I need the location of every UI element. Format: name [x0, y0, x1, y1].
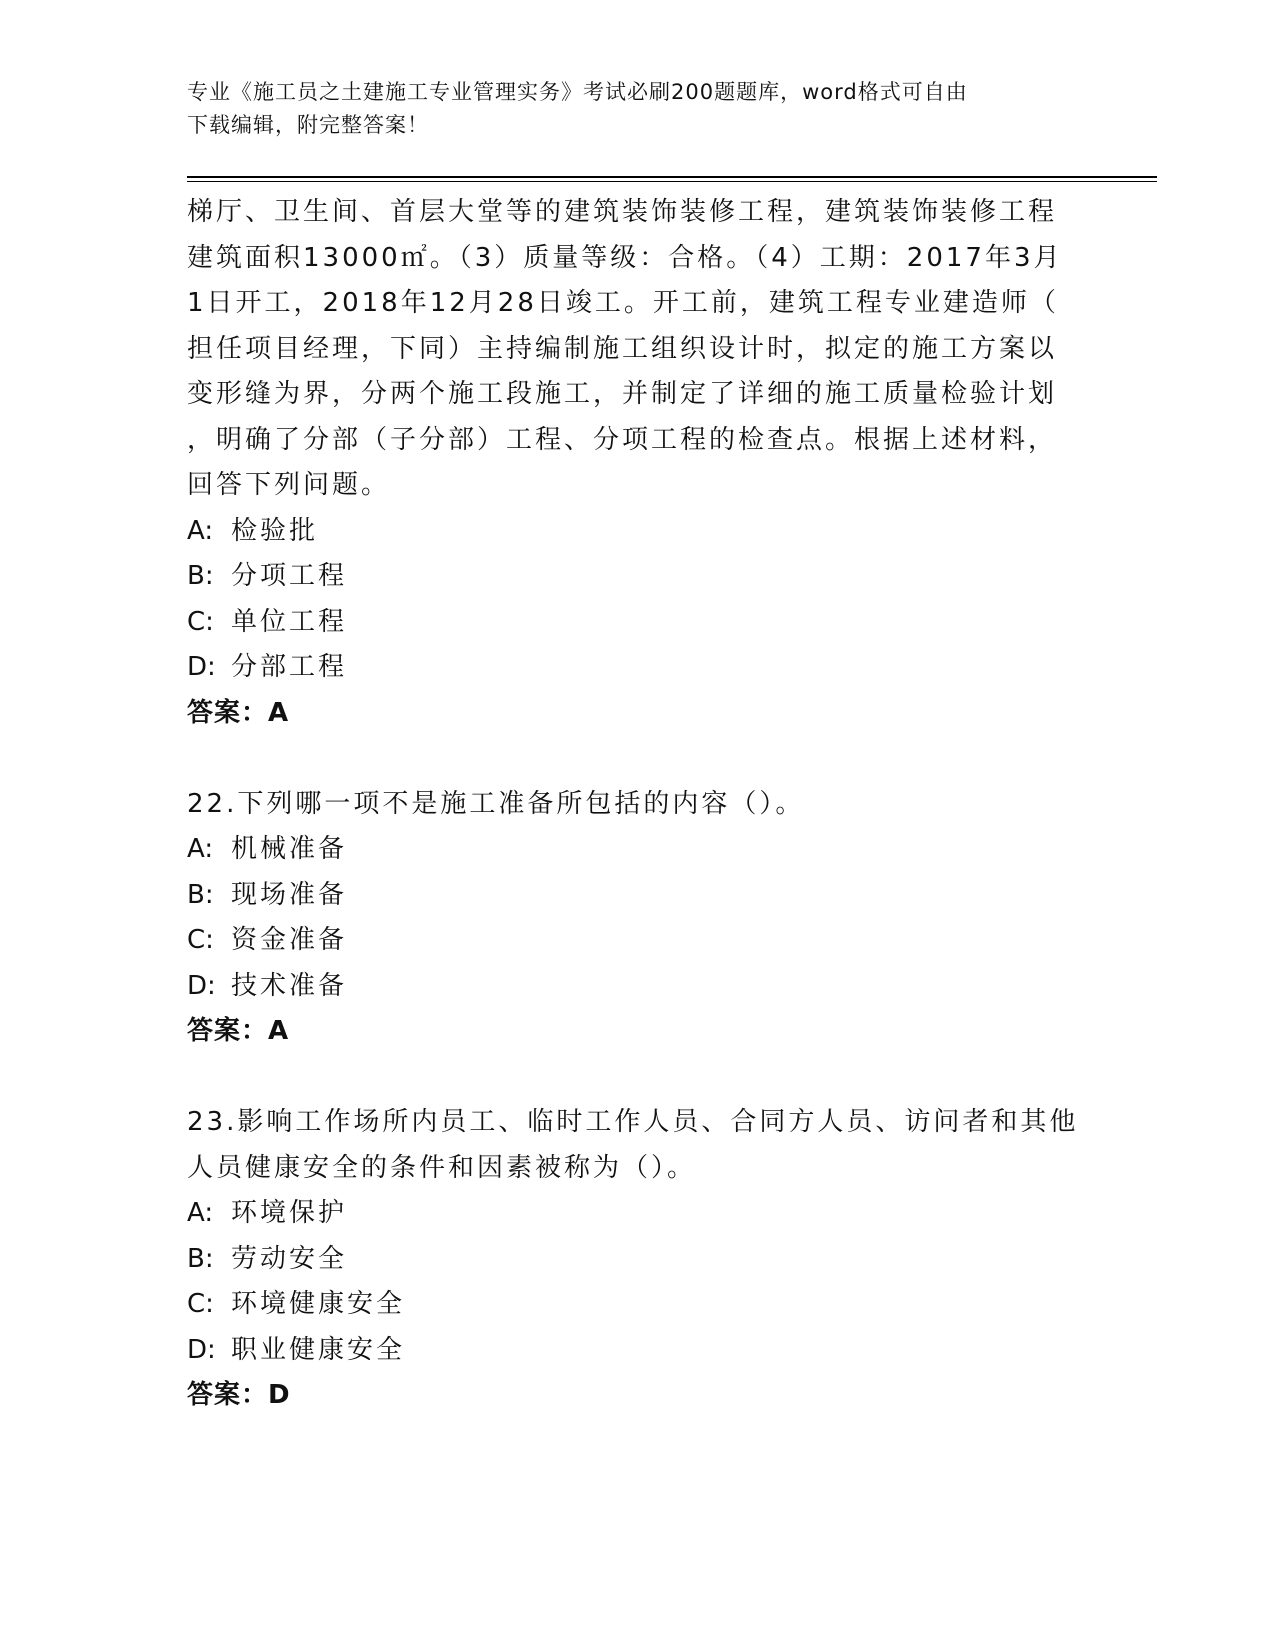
- header-rule-thick: [187, 176, 1157, 178]
- option-a: [187, 1191, 1087, 1237]
- answer-value: A: [268, 697, 290, 728]
- option-key: B:: [187, 561, 214, 591]
- document-body: [187, 190, 1087, 1419]
- option-key: A:: [187, 515, 214, 546]
- question-stem: [187, 1100, 1087, 1191]
- option-key: B:: [187, 1243, 214, 1274]
- option-a: [187, 509, 1087, 555]
- option-key: C:: [187, 606, 214, 637]
- question-stem: [187, 190, 1087, 509]
- header-rule-thin: [187, 181, 1157, 182]
- option-text: 机械准备: [231, 834, 348, 864]
- answer-label: 答案：: [187, 1016, 269, 1046]
- option-d: [187, 1328, 1087, 1374]
- option-b: [187, 1237, 1087, 1283]
- option-text: 职业健康安全: [231, 1334, 406, 1365]
- question-23: [187, 1100, 1087, 1419]
- option-key: D:: [187, 652, 216, 682]
- answer-label: 答案：: [187, 697, 269, 728]
- question-22: [187, 782, 1087, 1055]
- option-b: [187, 873, 1087, 919]
- option-text: 单位工程: [231, 606, 348, 637]
- option-text: 劳动安全: [231, 1243, 348, 1274]
- stem-line: ，明确了分部（子分部）工程、分项工程的检查点。根据上述材料，: [187, 424, 1058, 455]
- option-text: 技术准备: [231, 970, 348, 1001]
- option-text: 环境健康安全: [231, 1289, 406, 1319]
- answer-value: D: [268, 1380, 291, 1410]
- stem-line: 23.影响工作场所内员工、临时工作人员、合同方人员、访问者和其他: [187, 1107, 1079, 1137]
- option-d: [187, 645, 1087, 691]
- answer-value: A: [268, 1016, 290, 1046]
- answer: [187, 1373, 1087, 1419]
- header-line-2: 下载编辑，附完整答案！: [187, 113, 429, 137]
- option-text: 分项工程: [231, 561, 348, 591]
- option-text: 现场准备: [231, 879, 348, 910]
- option-key: D:: [187, 1334, 216, 1365]
- option-key: B:: [187, 879, 214, 910]
- option-c: [187, 918, 1087, 964]
- answer: [187, 1009, 1087, 1055]
- option-c: [187, 1282, 1087, 1328]
- option-text: 分部工程: [231, 652, 348, 682]
- option-key: C:: [187, 925, 214, 955]
- option-text: 检验批: [231, 515, 319, 546]
- question-21: [187, 190, 1087, 736]
- option-key: C:: [187, 1289, 214, 1319]
- option-c: [187, 600, 1087, 646]
- stem-line: 担任项目经理，下同）主持编制施工组织设计时，拟定的施工方案以: [187, 333, 1058, 364]
- answer: [187, 691, 1087, 737]
- stem-line: 回答下列问题。: [187, 470, 391, 500]
- option-text: 环境保护: [231, 1198, 348, 1228]
- spacer: [187, 1055, 1087, 1101]
- option-a: [187, 827, 1087, 873]
- stem-line: 人员健康安全的条件和因素被称为（）。: [187, 1152, 697, 1183]
- option-key: D:: [187, 970, 216, 1001]
- header-line-1: 专业《施工员之土建施工专业管理实务》考试必刷200题题库，word格式可自由: [187, 80, 968, 104]
- option-key: A:: [187, 1198, 214, 1228]
- question-stem: 22.下列哪一项不是施工准备所包括的内容（）。: [187, 788, 805, 819]
- page-header: [187, 76, 1067, 142]
- stem-line: 1日开工，2018年12月28日竣工。开工前，建筑工程专业建造师（: [187, 288, 1059, 318]
- option-d: [187, 964, 1087, 1010]
- spacer: [187, 736, 1087, 782]
- option-text: 资金准备: [231, 925, 348, 955]
- option-key: A:: [187, 834, 214, 864]
- answer-label: 答案：: [187, 1380, 269, 1410]
- stem-line: 建筑面积13000㎡。（3）质量等级：合格。（4）工期：2017年3月: [187, 242, 1063, 273]
- stem-line: 变形缝为界，分两个施工段施工，并制定了详细的施工质量检验计划: [187, 379, 1058, 409]
- option-b: [187, 554, 1087, 600]
- stem-line: 梯厅、卫生间、首层大堂等的建筑装饰装修工程，建筑装饰装修工程: [187, 197, 1058, 227]
